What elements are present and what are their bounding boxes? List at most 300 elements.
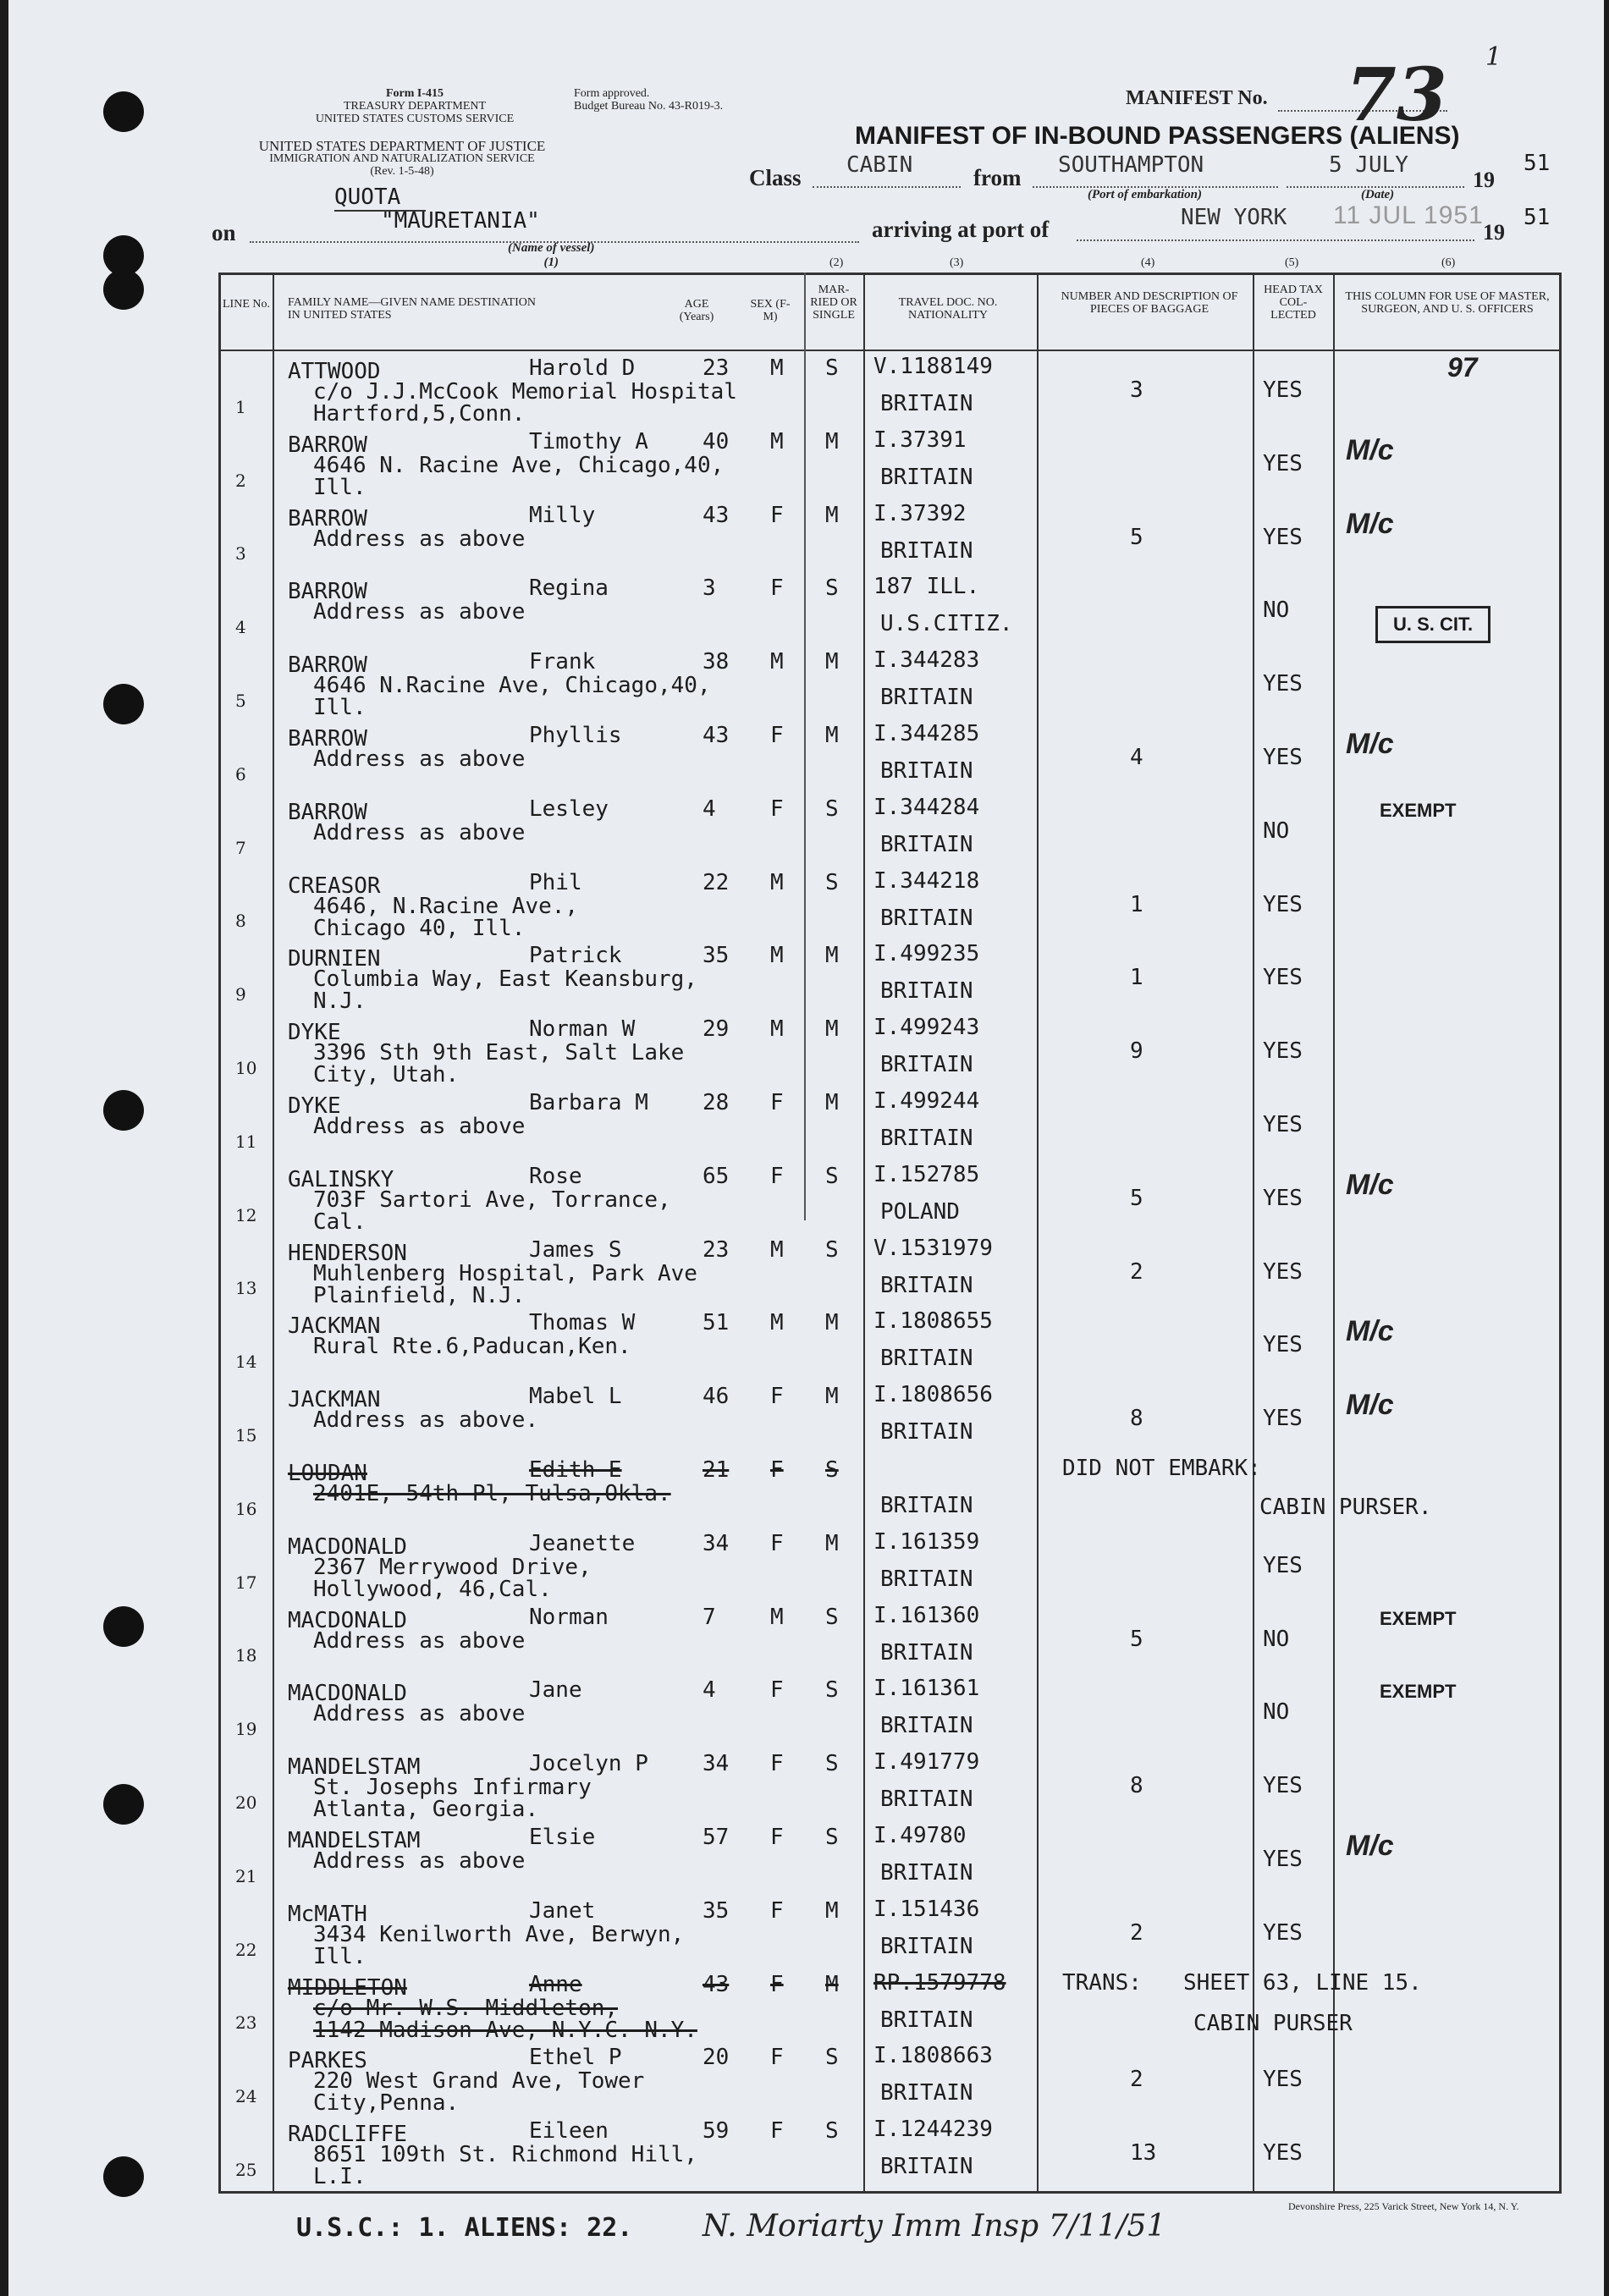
head-tax: YES: [1263, 1038, 1303, 1065]
rev-line: (Rev. 1-5-48): [370, 165, 434, 178]
marital-status: M: [825, 428, 839, 454]
class-value: CABIN: [846, 152, 913, 178]
col-header-baggage: NUMBER AND DESCRIPTION OF PIECES OF BAGGAGE: [1061, 290, 1238, 316]
address-line1: 220 West Grand Ave, Tower: [313, 2068, 645, 2095]
nationality: BRITAIN: [880, 391, 973, 416]
surname: PARKES: [288, 2048, 367, 2074]
head-tax: YES: [1263, 1332, 1303, 1358]
col-num-4: (4): [1141, 256, 1155, 269]
sex: F: [770, 1163, 784, 1189]
age: 34: [703, 1751, 730, 1777]
marital-status: S: [825, 1604, 839, 1630]
address-line1: Muhlenberg Hospital, Park Ave: [313, 1260, 697, 1286]
head-tax: YES: [1263, 2067, 1303, 2093]
arrival-date-stamp: 11 JUL 1951: [1333, 201, 1484, 229]
table-row: [8, 1748, 1604, 1821]
line-number: 14: [235, 1352, 257, 1373]
from-label: from: [973, 165, 1022, 190]
given-name: Elsie: [529, 1825, 596, 1850]
head-tax: YES: [1263, 745, 1303, 770]
travel-doc: I.344284: [873, 794, 980, 820]
baggage: 5: [1130, 1626, 1143, 1652]
binder-hole: [103, 91, 144, 132]
given-name: Norman W: [529, 1016, 636, 1043]
travel-doc: I.1808655: [873, 1308, 993, 1335]
age: 43: [703, 502, 730, 528]
marital-status: S: [825, 1751, 839, 1777]
address-line2: Plainfield, N.J.: [313, 1282, 526, 1308]
sex: F: [770, 1677, 784, 1704]
nationality: BRITAIN: [880, 905, 973, 931]
form-approval: [574, 87, 828, 113]
customs-service: UNITED STATES CUSTOMS SERVICE: [315, 113, 515, 125]
given-name: Jeanette: [529, 1530, 636, 1556]
sex: M: [770, 428, 784, 454]
nationality: BRITAIN: [880, 1272, 973, 1298]
nationality: U.S.CITIZ.: [880, 611, 1013, 637]
address-line2: City,Penna.: [313, 2090, 460, 2117]
sex: F: [770, 1971, 784, 1997]
vessel-caption: [508, 241, 594, 270]
line-number: 10: [235, 1057, 257, 1078]
head-tax: YES: [1263, 1185, 1303, 1211]
class-label: Class: [749, 165, 802, 190]
line-number: 20: [235, 1792, 257, 1813]
surname: ATTWOOD: [288, 359, 381, 384]
printer-imprint: Devonshire Press, 225 Varick Street, New York 14, N. Y.: [1288, 2200, 1519, 2212]
address-line2: Ill.: [313, 1943, 366, 1969]
given-name: Norman: [529, 1604, 609, 1630]
table-row: [8, 1234, 1604, 1308]
line-number: 22: [235, 1939, 257, 1960]
surname: McMATH: [288, 1901, 367, 1927]
line-number: 19: [235, 1719, 257, 1740]
officer-note: M/c: [1346, 507, 1394, 540]
age: 34: [703, 1530, 730, 1556]
line-number: 13: [235, 1278, 257, 1299]
travel-doc: I.161361: [873, 1676, 980, 1702]
sex: F: [770, 796, 784, 822]
surname: DURNIEN: [288, 946, 381, 972]
surname: JACKMAN: [288, 1313, 381, 1340]
given-name: James S: [529, 1236, 622, 1263]
table-row: [8, 1087, 1604, 1160]
sex: F: [770, 2045, 784, 2071]
address-line1: 4646, N.Racine Ave.,: [313, 893, 579, 919]
sex: F: [770, 2118, 784, 2145]
address-line2: L.I.: [313, 2164, 366, 2190]
address-line1: c/o J.J.McCook Memorial Hospital: [313, 379, 737, 405]
age: 40: [703, 428, 730, 454]
address-line1: Address as above: [313, 1114, 526, 1139]
address-line1: 2401E, 54th Pl, Tulsa,Okla.: [313, 1481, 671, 1506]
address-line1: Address as above: [313, 1627, 526, 1654]
address-line2: Chicago 40, Ill.: [313, 915, 526, 941]
surname: BARROW: [288, 579, 367, 605]
treasury-dept: TREASURY DEPARTMENT: [343, 100, 487, 113]
given-name: Jane: [529, 1677, 582, 1704]
table-row: [8, 646, 1604, 719]
officer-note: M/c: [1346, 1830, 1394, 1862]
age: 3: [703, 575, 716, 602]
nationality: BRITAIN: [880, 1713, 973, 1739]
travel-doc: RP.1579778: [873, 1969, 1006, 1996]
marital-status: M: [825, 943, 839, 969]
arriving-label: arriving at port of: [872, 217, 1050, 242]
baggage: 4: [1130, 745, 1143, 770]
surname: HENDERSON: [288, 1240, 407, 1266]
travel-doc: I.344285: [873, 721, 980, 746]
address-line1: 8651 109th St. Richmond Hill,: [313, 2142, 697, 2168]
line-number: 18: [235, 1645, 257, 1666]
ins-line: IMMIGRATION AND NATURALIZATION SERVICE: [269, 152, 535, 165]
surname: LOUDAN: [288, 1461, 367, 1486]
line-number: 12: [235, 1204, 257, 1225]
line-number: 7: [235, 837, 246, 858]
head-tax: NO: [1263, 597, 1290, 624]
given-name: Milly: [529, 502, 596, 528]
age: 35: [703, 1897, 730, 1924]
sex: F: [770, 1384, 784, 1410]
surname: GALINSKY: [288, 1166, 394, 1192]
manifest-title: MANIFEST OF IN-BOUND PASSENGERS (ALIENS): [855, 122, 1460, 150]
address-line1: Rural Rte.6,Paducan,Ken.: [313, 1334, 631, 1360]
marital-status: M: [825, 1897, 839, 1924]
age: 43: [703, 1971, 730, 1997]
us-cit-stamp: [1375, 606, 1491, 643]
sex: M: [770, 1016, 784, 1043]
date-caption: (Date): [1361, 188, 1395, 201]
address-line1: Columbia Way, East Keansburg,: [313, 966, 697, 993]
surname: CREASOR: [288, 873, 381, 899]
officer-note: M/c: [1346, 1389, 1394, 1422]
date-value: 5 JULY: [1329, 152, 1408, 178]
year-value: 51: [1524, 151, 1551, 176]
sex: F: [770, 1530, 784, 1556]
address-line2: Atlanta, Georgia.: [313, 1797, 539, 1823]
corner-mark: 1: [1485, 42, 1502, 72]
table-row: [8, 352, 1604, 426]
marital-status: M: [825, 1384, 839, 1410]
head-tax: YES: [1263, 450, 1303, 476]
marital-status: S: [825, 1236, 839, 1263]
given-name: Edith E: [529, 1457, 622, 1483]
given-name: Harold D: [529, 355, 636, 381]
inspector-signature: N. Moriarty Imm Insp 7/11/51: [703, 2209, 1166, 2244]
address-line2: Hollywood, 46,Cal.: [313, 1576, 552, 1602]
line-number: 6: [235, 763, 246, 785]
nationality: BRITAIN: [880, 1419, 973, 1445]
travel-doc: I.37391: [873, 427, 967, 453]
surname: DYKE: [288, 1020, 341, 1046]
sex: M: [770, 649, 784, 675]
address-line1: 4646 N. Racine Ave, Chicago,40,: [313, 452, 725, 478]
travel-doc: I.161359: [873, 1528, 980, 1555]
age: 65: [703, 1163, 730, 1189]
head-tax: YES: [1263, 1552, 1303, 1578]
head-tax: NO: [1263, 1699, 1290, 1726]
nationality: BRITAIN: [880, 2154, 973, 2180]
table-row: [8, 1160, 1604, 1234]
travel-doc: I.1808663: [873, 2043, 993, 2069]
line-number: 15: [235, 1424, 257, 1445]
marital-status: M: [825, 1530, 839, 1556]
nationality: BRITAIN: [880, 1933, 973, 1959]
marital-status: S: [825, 1163, 839, 1189]
travel-doc: I.161360: [873, 1602, 980, 1628]
col-num-5: (5): [1285, 256, 1299, 269]
table-row: [8, 1821, 1604, 1895]
table-row: [8, 719, 1604, 793]
baggage: 1: [1130, 965, 1143, 991]
address-line1: Address as above: [313, 599, 526, 625]
from-value: SOUTHAMPTON: [1058, 152, 1204, 178]
address-line1: St. Josephs Infirmary: [313, 1775, 592, 1801]
sex: M: [770, 1310, 784, 1336]
marital-status: S: [825, 1457, 839, 1483]
age: 29: [703, 1016, 730, 1043]
line-number: 24: [235, 2086, 257, 2107]
line-number: 1: [235, 396, 246, 417]
port-caption: (Port of embarkation): [1088, 188, 1202, 201]
address-line1: c/o Mr. W.S. Middleton,: [313, 1995, 619, 2021]
officer-note: EXEMPT: [1380, 1607, 1457, 1629]
address-line1: 3434 Kenilworth Ave, Berwyn,: [313, 1921, 685, 1947]
address-line2: Cal.: [313, 1209, 366, 1235]
officer-note: EXEMPT: [1380, 1681, 1457, 1703]
address-line1: Address as above: [313, 1848, 526, 1874]
nationality: BRITAIN: [880, 685, 973, 711]
col-header-married: MAR- RIED OR SINGLE: [810, 284, 857, 322]
sex: F: [770, 502, 784, 528]
marital-status: S: [825, 1677, 839, 1704]
age: 28: [703, 1090, 730, 1115]
baggage: 5: [1130, 524, 1143, 550]
line-number: 11: [235, 1131, 257, 1152]
age: 7: [703, 1604, 716, 1630]
given-name: Janet: [529, 1897, 596, 1924]
table-row: [8, 2041, 1604, 2115]
travel-doc: I.151436: [873, 1896, 980, 1922]
approved-line1: Form approved.: [574, 87, 650, 100]
table-row: [8, 1895, 1604, 1968]
head-tax: YES: [1263, 1919, 1303, 1946]
arrival-year: 51: [1524, 205, 1551, 230]
given-name: Patrick: [529, 943, 622, 969]
travel-doc: I.1244239: [873, 2117, 993, 2143]
marital-status: S: [825, 796, 839, 822]
given-name: Barbara M: [529, 1090, 648, 1115]
age: 51: [703, 1310, 730, 1336]
given-name: Phyllis: [529, 723, 622, 748]
travel-doc: I.37392: [873, 500, 967, 526]
head-tax: YES: [1263, 671, 1303, 697]
address-line2: 1142 Madison Ave, N.Y.C. N.Y.: [313, 2017, 697, 2043]
nationality: POLAND: [880, 1198, 960, 1225]
given-name: Regina: [529, 575, 609, 602]
surname: BARROW: [288, 652, 367, 679]
marital-status: M: [825, 1971, 839, 1997]
sex: M: [770, 943, 784, 969]
table-row: [8, 1454, 1604, 1528]
address-line1: Address as above: [313, 526, 526, 552]
officer-note: M/c: [1346, 728, 1394, 760]
table-row: [8, 1307, 1604, 1380]
arrival-year-prefix: 19: [1483, 220, 1505, 245]
address-line2: Hartford,5,Conn.: [313, 401, 526, 427]
nationality: BRITAIN: [880, 537, 973, 564]
given-name: Frank: [529, 649, 596, 675]
nationality: BRITAIN: [880, 1639, 973, 1666]
nationality: BRITAIN: [880, 1566, 973, 1592]
year-prefix: 19: [1473, 168, 1495, 192]
head-tax: CABIN PURSER.: [1259, 1495, 1432, 1520]
age: 57: [703, 1825, 730, 1850]
sex: M: [770, 355, 784, 381]
address-line1: 703F Sartori Ave, Torrance,: [313, 1187, 671, 1213]
age: 43: [703, 723, 730, 748]
line-number: 2: [235, 470, 246, 491]
baggage: 8: [1130, 1773, 1143, 1799]
age: 21: [703, 1457, 730, 1483]
col-header-travel: TRAVEL DOC. NO. NATIONALITY: [898, 296, 998, 322]
surname: JACKMAN: [288, 1387, 381, 1413]
marital-status: M: [825, 723, 839, 748]
marital-status: S: [825, 355, 839, 381]
travel-doc: I.49780: [873, 1823, 967, 1848]
address-line1: Address as above.: [313, 1407, 539, 1434]
surname: BARROW: [288, 799, 367, 825]
marital-status: S: [825, 575, 839, 602]
marital-status: S: [825, 1825, 839, 1850]
doj-line: UNITED STATES DEPARTMENT OF JUSTICE: [258, 138, 546, 154]
table-row: [8, 1013, 1604, 1087]
sex: F: [770, 1090, 784, 1115]
address-line2: Ill.: [313, 474, 366, 500]
sex: F: [770, 1825, 784, 1850]
col-header-age: AGE (Years): [679, 298, 714, 323]
binder-hole: [103, 269, 144, 310]
baggage: 2: [1130, 1258, 1143, 1285]
table-row: [8, 867, 1604, 940]
col-num-6: (6): [1441, 256, 1456, 269]
line-number: 8: [235, 911, 246, 932]
manifest-no-label: MANIFEST No.: [1126, 87, 1268, 109]
marital-status: M: [825, 1090, 839, 1115]
baggage: 9: [1130, 1038, 1143, 1065]
line-number: 21: [235, 1865, 257, 1886]
line-number: 16: [235, 1498, 257, 1519]
line-number: 17: [235, 1572, 257, 1593]
surname: MANDELSTAM: [288, 1828, 421, 1853]
nationality: BRITAIN: [880, 2007, 973, 2033]
age: 4: [703, 796, 716, 822]
address-line1: 3396 Sth 9th East, Salt Lake: [313, 1040, 685, 1066]
head-tax: SHEET 63, LINE 15.: [1183, 1969, 1422, 1996]
age: 46: [703, 1384, 730, 1410]
line-number: 3: [235, 543, 246, 564]
col-num-2: (2): [829, 256, 844, 269]
travel-doc: V.1188149: [873, 354, 993, 379]
given-name: Mabel L: [529, 1384, 622, 1410]
surname: MANDELSTAM: [288, 1754, 421, 1781]
given-name: Ethel P: [529, 2045, 622, 2071]
head-tax: YES: [1263, 1847, 1303, 1872]
nationality: BRITAIN: [880, 464, 973, 490]
table-row: [8, 1601, 1604, 1675]
surname: MIDDLETON: [288, 1974, 407, 2001]
age: 35: [703, 943, 730, 969]
nationality: BRITAIN: [880, 1052, 973, 1078]
col-header-line: LINE No.: [223, 298, 270, 311]
head-tax: YES: [1263, 1773, 1303, 1799]
marital-status: S: [825, 2045, 839, 2071]
marital-status: S: [825, 2118, 839, 2145]
given-name: Phil: [529, 869, 582, 895]
baggage: 5: [1130, 1185, 1143, 1211]
baggage: 1: [1130, 891, 1143, 917]
travel-doc: I.1808656: [873, 1382, 993, 1408]
sex: F: [770, 1457, 784, 1483]
age: 38: [703, 649, 730, 675]
nationality: BRITAIN: [880, 831, 973, 857]
sex: M: [770, 869, 784, 895]
vessel-caption-num: (1): [543, 256, 559, 269]
nationality: BRITAIN: [880, 1787, 973, 1813]
nationality: BRITAIN: [880, 1493, 973, 1518]
line-number: 9: [235, 984, 246, 1005]
table-row: [8, 793, 1604, 867]
marital-status: M: [825, 1310, 839, 1336]
sex: F: [770, 1897, 784, 1924]
surname: DYKE: [288, 1093, 341, 1119]
address-line1: Address as above: [313, 1701, 526, 1727]
surname: MACDONALD: [288, 1681, 407, 1707]
table-row: [8, 939, 1604, 1013]
given-name: Eileen: [529, 2118, 609, 2145]
officer-note: CABIN PURSER: [1193, 2010, 1353, 2036]
sex: F: [770, 723, 784, 748]
surname: MACDONALD: [288, 1607, 407, 1633]
given-name: Timothy A: [529, 428, 648, 454]
baggage: 13: [1130, 2140, 1157, 2167]
table-row: [8, 1380, 1604, 1454]
table-row: [8, 2115, 1604, 2189]
col-header-sex: SEX (F-M): [750, 298, 791, 323]
head-tax: YES: [1263, 2140, 1303, 2167]
baggage: 3: [1130, 377, 1143, 403]
given-name: Jocelyn P: [529, 1751, 648, 1777]
head-tax: NO: [1263, 1626, 1290, 1652]
surname: MACDONALD: [288, 1533, 407, 1560]
baggage: 2: [1130, 2067, 1143, 2093]
baggage: TRANS:: [1062, 1969, 1142, 1996]
nationality: BRITAIN: [880, 758, 973, 784]
address-line1: Address as above: [313, 746, 526, 772]
age: 59: [703, 2118, 730, 2145]
sex: F: [770, 575, 784, 602]
table-row: [8, 499, 1604, 573]
head-tax: YES: [1263, 965, 1303, 991]
on-label: on: [212, 220, 236, 245]
us-cit-stamp-text: U. S. CIT.: [1393, 614, 1474, 635]
nationality: BRITAIN: [880, 1126, 973, 1151]
travel-doc: I.344218: [873, 867, 980, 894]
marital-status: M: [825, 649, 839, 675]
officer-note: M/c: [1346, 1315, 1394, 1348]
doj-block: [212, 140, 592, 178]
travel-doc: I.491779: [873, 1749, 980, 1776]
